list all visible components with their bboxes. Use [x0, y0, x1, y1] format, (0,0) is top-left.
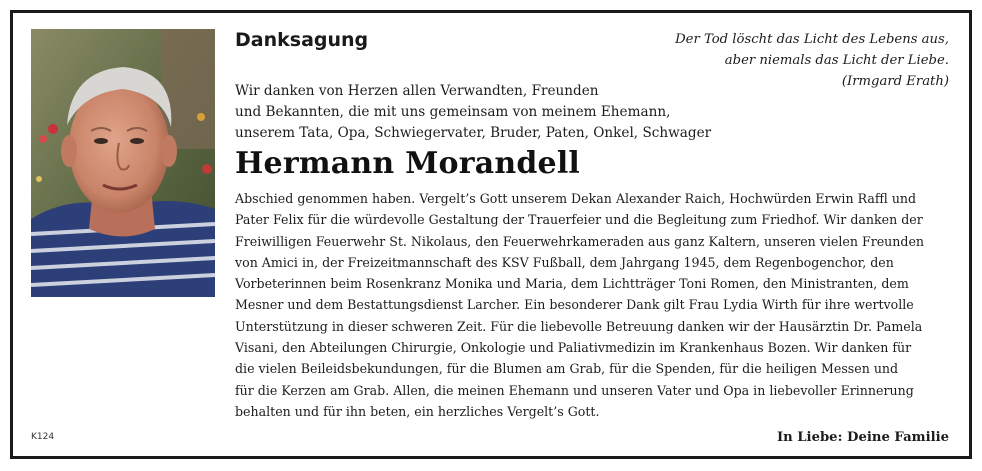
- intro-line: und Bekannten, die mit uns gemeinsam von meinem Ehemann,: [235, 104, 671, 120]
- quote-line: Der Tod löscht das Licht des Lebens aus,: [675, 32, 949, 47]
- body-line: behalten und für ihn beten, ein herzliches Vergelt’s Gott.: [235, 403, 600, 419]
- body-line: Visani, den Abteilungen Chirurgie, Onkologie und Paliativmedizin im Krankenhaus Bozen. Wir danken für: [235, 340, 912, 356]
- body-line: Pater Felix für die würdevolle Gestaltung der Trauerfeier und die Begleitung zum Friedhof. Wir danken der: [235, 212, 923, 228]
- body-text: [235, 188, 924, 422]
- body-line: die vielen Beileidsbekundungen, für die Blumen am Grab, für die Spenden, für die heiligen Messen und: [235, 361, 899, 377]
- intro-text: [235, 81, 711, 144]
- heading: Danksagung: [235, 29, 369, 51]
- quote-motto: [675, 29, 949, 92]
- body-line: von Amici in, der Freizeitmannschaft des KSV Fußball, dem Jahrgang 1945, dem Regenbogenchor, den: [235, 254, 894, 270]
- intro-line: Wir danken von Herzen allen Verwandten, Freunden: [235, 83, 599, 99]
- body-line: Unterstützung in dieser schweren Zeit. Für die liebevolle Betreuung danken wir der Hausärztin Dr. Pamela: [235, 318, 923, 334]
- body-line: Freiwilligen Feuerwehr St. Nikolaus, den Feuerwehrkameraden aus ganz Kaltern, unseren vielen Freunden: [235, 233, 925, 249]
- signature: In Liebe: Deine Familie: [776, 430, 949, 445]
- body-line: Abschied genommen haben. Vergelt’s Gott unserem Dekan Alexander Raich, Hochwürden Erwin Raffl und: [235, 191, 917, 206]
- intro-line: unserem Tata, Opa, Schwiegervater, Bruder, Paten, Onkel, Schwager: [235, 125, 712, 141]
- quote-line: aber niemals das Licht der Liebe.: [724, 53, 949, 68]
- obituary-card: [10, 10, 972, 459]
- body-line: Mesner und dem Bestattungsdienst Larcher. Ein besonderer Dank gilt Frau Lydia Wirth für ihre wertvolle: [235, 297, 914, 313]
- portrait-photo: [31, 29, 215, 297]
- ad-code: K124: [31, 432, 55, 442]
- deceased-name: Hermann Morandell: [235, 146, 581, 181]
- body-line: für die Kerzen am Grab. Allen, die meinen Ehemann und unseren Vater und Opa in liebevoller Erinnerung: [235, 382, 914, 398]
- body-line: Vorbeterinnen beim Rosenkranz Monika und Maria, dem Lichtträger Toni Romen, den Ministranten, dem: [235, 276, 909, 292]
- quote-author: (Irmgard Erath): [841, 74, 949, 89]
